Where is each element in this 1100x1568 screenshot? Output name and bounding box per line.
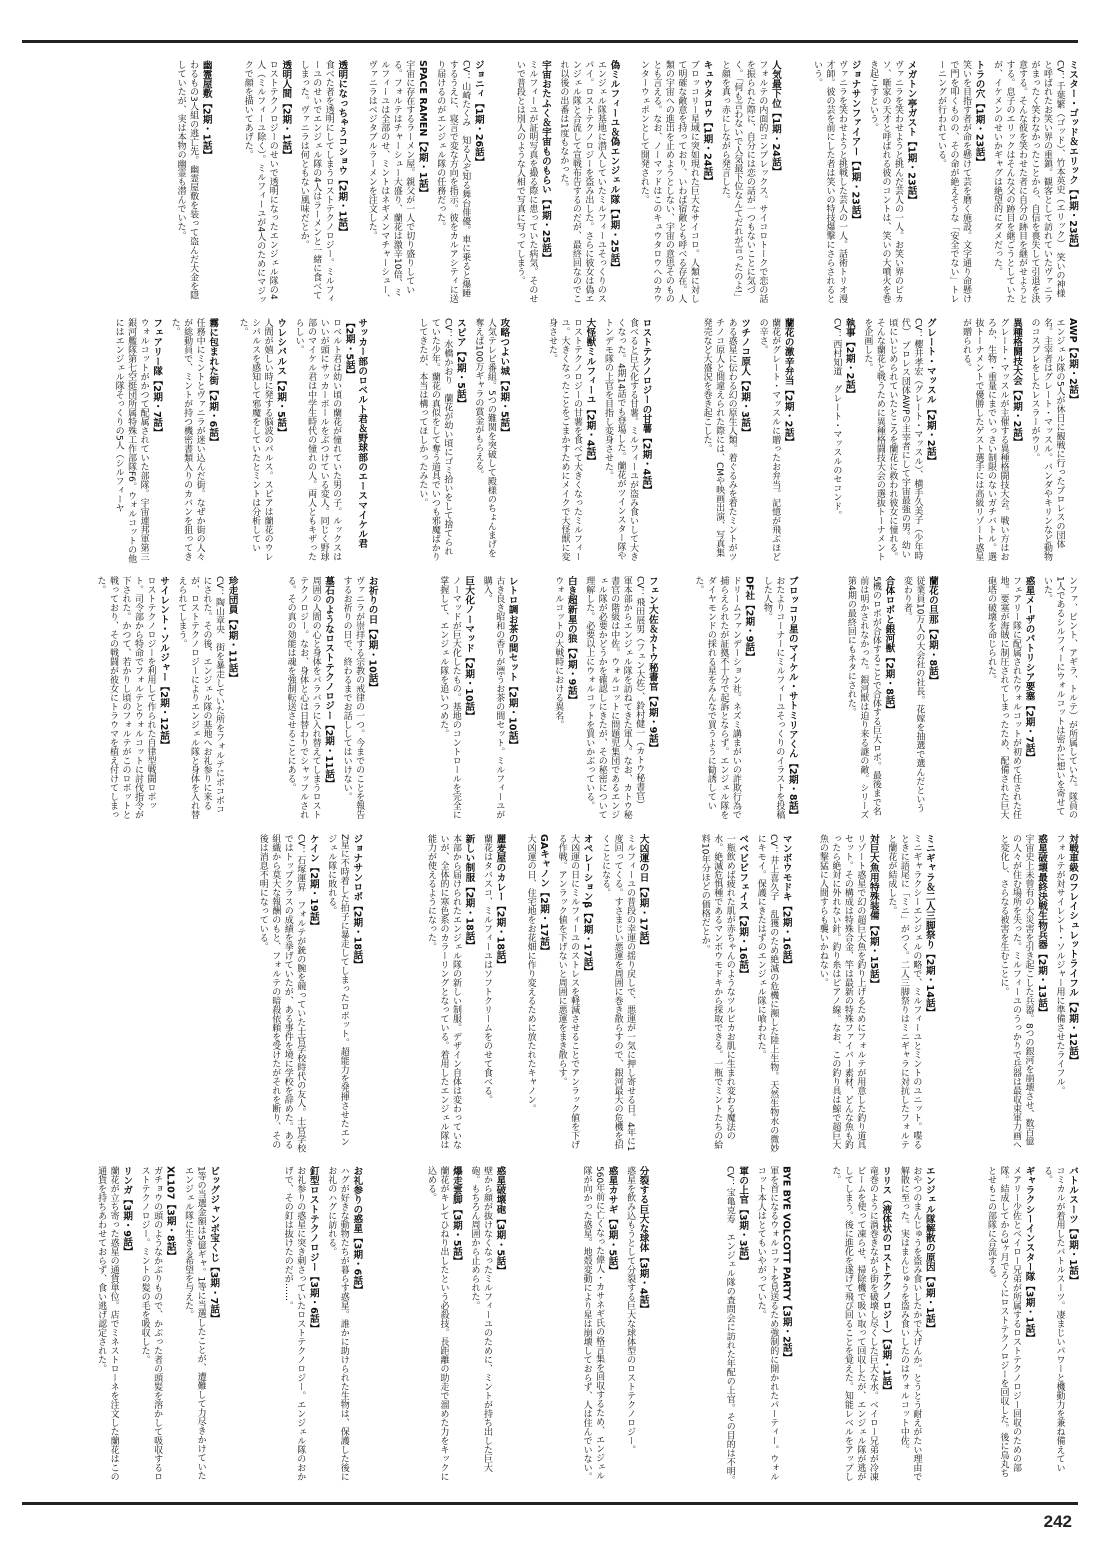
entry-body: 任務中にミントとヴァニラが迷い込んだ街。なぜか街の人々が総動員で、ミントが持つ機密書類入りのカバンを狙ってきた。 (169, 318, 205, 561)
entry-heading: ウレシパルス【2期・5話】 (275, 318, 287, 437)
entry-body: 竜巻のように渦巻きながら街を破壊し尽くした巨大な水。ベイロー兄弟が冷凍ビームを使って凍らせ、掃除機で吸い取って回収したが、エンジェル隊が逃がしてしまう。後に進化を遂げて飛び回ることを覚えた。知能レベルをアップした。 (830, 1166, 878, 1481)
entry-body: 軍を首になるウォルコットを見送るため強制的に開かれたパーティー。ウォルコット本人はとてもいやがっていた。 (755, 1166, 779, 1481)
entry-heading: オペレーションβ【2期・17話】 (581, 834, 593, 977)
entry-heading: 合体ロボと銀河獣【2期・8話】 (883, 576, 895, 715)
glossary-entry (557, 60, 620, 305)
entry-body: エンジェル隊の5人が休日に観戦に行ったプロレスの団体名。主宰者はグレート・マッスル。バンダやキリンなど動物のコスプレをしたレスラーがウリ。 (1029, 318, 1065, 561)
glossary-entry (256, 834, 319, 1154)
glossary-entry (284, 576, 334, 821)
entry-heading: キュウタロウ【1期・24話】 (701, 60, 713, 186)
entry-heading: フェアリー隊【2期・7話】 (151, 318, 163, 437)
entry-heading: グレート・マッスル【2期・2話】 (924, 318, 936, 466)
glossary-entry (624, 1166, 649, 1486)
entry-heading: 透明になっちゃうコショウ【2期・1話】 (336, 60, 348, 237)
entry-heading: 釘型ロストテクノロジー【3期・6話】 (307, 1166, 319, 1333)
entry-body: 560年前に亡くなった偉人・カサネギ氏の格言集を回収するため、エンジェル隊が向かった惑星。地殻変動により星は崩壊しておらず、人は住んでいない。 (581, 1166, 605, 1481)
glossary-entry (997, 834, 1047, 1154)
top-rule (22, 40, 1078, 43)
entry-heading: 対戦車級のフレイシュレットライフル【2期・12話】 (1067, 834, 1078, 1066)
entry-heading: 蘭花の旦那【2期・8話】 (926, 576, 938, 686)
entry-body: ミルフィーユが証明写真を撮る際に患っていた病気。そのせいで普段とは別人のような人相で写真に写ってしまう。 (514, 60, 538, 303)
entry-heading: 軍の上官【3期・3話】 (737, 1166, 749, 1266)
entry-body: お礼参りの惑星に突き刺さっていたロストテクノロジー。エンジェル隊のおかげで、その釘は抜けたのだが……。 (282, 1166, 306, 1481)
glossary-entry (637, 60, 712, 305)
entry-heading: 白き超新星の狼【2期・9話】 (565, 576, 577, 705)
entry-heading: ギャラクシーインスター隊【3期・1話】 (1023, 1166, 1035, 1343)
entry-heading: DF社【2期・9話】 (743, 576, 755, 662)
glossary-entry (552, 576, 577, 821)
column (231, 1166, 362, 1486)
entry-heading: 珍走団員【2期・11話】 (226, 576, 238, 683)
column (379, 318, 509, 563)
glossary-entry (601, 318, 651, 563)
tier-4 (88, 834, 1078, 1154)
entry-body: 人間が嬉しい時に発する脳波のパルス。スピアは蘭花のウレシパルスを感知して邪魔をしていたとミントは分析していた。 (237, 318, 273, 561)
entry-body: Z星に不時着した拍子に暴走してしまったロボット。超能力を発揮させたエンジェル隊に敗れる。 (326, 834, 349, 1147)
tier-2 (88, 318, 1078, 563)
entry-heading: 偽ミルフィーユ＆偽エンジェル隊【1期・25話】 (608, 60, 620, 273)
glossary-entry (723, 1166, 748, 1486)
glossary-entry (861, 318, 936, 563)
tier-3 (88, 576, 1078, 821)
entry-body: グレート・マッスルが主催する異種格闘技大会。戦い方はおろか、生物・重量にまでいっさい制限のないガチバトル。選抜トーナメントで優勝したゲスト選手には高級リゾート惑星が贈られる。 (961, 318, 1009, 561)
entry-body: ノーマッドが巨大化したもの。基地のコントロールを完全に掌握して、エンジェル隊を追いつめた。 (438, 576, 461, 819)
entry-heading: 巨大化ノーマッド【2期・10話】 (463, 576, 475, 721)
glossary-entry (885, 834, 935, 1154)
entry-body: 笑いを目指す者が命を懸けて芸を磨く施設。文字通り命懸けで門を叩くものの、その命が絶えそうな「安全でない」トレーニングが行われている。 (936, 60, 971, 303)
column (948, 318, 1078, 563)
entry-heading: ブロッコリ星のマイケル・サトミリアくん【2期・8話】 (786, 576, 798, 820)
entry-heading: メガトン亭ガスト【1期・23話】 (905, 60, 917, 205)
entry-heading: 大怪獣ミルフィーユ【2期・4話】 (584, 318, 596, 466)
entry-heading: トラの穴【1期・23話】 (973, 60, 985, 167)
column (950, 576, 1078, 821)
entry-heading: 新しい制服【2期・18話】 (463, 834, 475, 951)
entry-body: フォルテが対サイレント・ソルジャー用に準備させたライフル。 (1054, 834, 1065, 1095)
glossary-entry (175, 576, 238, 821)
entry-heading: 攻略つよい城【2期・5話】 (498, 318, 510, 437)
entry-body: 周囲の人間の心と身体をバラバラに入れ替えてしまうロストテクノロジー。なお、身体と心は日替わりでシャッフルされる。その真の効能は魂を強制転送させることにある。 (285, 576, 321, 819)
page-number: 242 (1043, 1512, 1072, 1531)
glossary-entry (897, 1166, 935, 1486)
glossary-entry (830, 318, 855, 563)
glossary-entry (174, 60, 212, 305)
entry-heading: リンガ【3期・9話】 (121, 1166, 133, 1257)
glossary-entry (480, 834, 505, 1154)
entry-body: 宇宙に存在するラーメン屋。親父が一人で切り盛りしている。フォルテはチャーシュー大盛り、蘭花は激辛10倍、ミルフィーユは全部のせ、ミントはネギメンマチャーシュー、ヴァニラはベジタブルラーメンを注文した。 (366, 60, 415, 303)
glossary-entry (816, 834, 879, 1154)
column (250, 576, 378, 821)
entry-heading: エンジェル隊解散の原因【3期・1話】 (923, 1166, 935, 1333)
entry-body: CV：千葉繁（ゴッド）、竹本英史（エリック） 笑いの神様と呼ばれたお笑い界の重鎮。観客として訪れていたヴァニラがまったく笑わなかったことから、自信を喪失して引退を決意する。そんな彼を笑わせた者に自分の跡目を継がせようとする。息子のエリックはそんな父の跡目を継ごうとしていたが、イケメンのせいかギャグは絶望的にダメだった。 (992, 60, 1065, 303)
entry-body: リゾート惑星で幻の超巨大魚を釣り上げるためにフォルテが用意した釣り道具セット。その構成は特殊合金、竿は最新の特殊ファイバー素材、どんな魚も釣ったら絶対に外れない針。釣り糸はピアノ線。なお、この釣り具は鯨で超巨大魚の撃猛に人間すらも襲いかねない。 (817, 834, 866, 1149)
glossary-entry (480, 576, 518, 821)
glossary-entry (138, 1166, 176, 1486)
glossary-entry (325, 1166, 363, 1486)
glossary-entry (754, 834, 792, 1154)
entry-heading: レトロ調お茶の間セット【2期・10話】 (506, 576, 518, 750)
entry-heading: ジョナサンロボ【2期・18話】 (351, 834, 363, 970)
glossary-entry (991, 60, 1079, 305)
glossary-entry (434, 60, 484, 305)
entry-body: 1等の当選金額は5億ギャ。1等に当選したことが、遭難して力尽きかけていたエンジェル隊に生きる希望を与えた。 (183, 1166, 206, 1481)
entry-body: 5機のロボが合体することで合体する巨大ロボ。最後まで名前は明かされなかった。銀河獣は迫り来る謎の敵。シリーズ第4期の最終回にもネタにされた。 (845, 576, 881, 819)
glossary-entry (700, 318, 750, 563)
column (947, 1166, 1078, 1486)
glossary-entry (1041, 1166, 1079, 1486)
entry-heading: マンボウモドキ【2期・16話】 (780, 834, 792, 970)
entry-body: ブロッコリー星域に突如現れた巨大なサイコロ。人類に対して明確な敵意を持っており、いわば宿敵とも呼べる存在。人類の宇宙への進出を止めようとしない、宇宙の意思そのものとも言える。なお、ノーマッドはこのキュウタロウへのカウンターウェポンとして開発された。 (638, 60, 699, 303)
column (670, 576, 798, 821)
column (88, 318, 218, 563)
glossary-entry (340, 576, 378, 821)
entry-heading: リリス（液体状のロストテクノロジー）【3期・1話】 (880, 1166, 892, 1396)
column (224, 60, 348, 305)
column (804, 834, 935, 1154)
entry-body: CV：陶山章央 街を暴走していた所をフォルテにボコボコにされた。その後、エンジェル隊の基地へお礼参りに来るが、ロストテクノロジーによりエンジェル隊と身体を入れ替えられてしまう。 (176, 576, 225, 819)
entry-body: 蘭花はタバスコ、ミルフィーユはソフトクリームをのせて食べる。 (481, 834, 492, 1104)
entry-heading: 惑星メーザのパトリシア要塞【2期・7話】 (1023, 576, 1035, 763)
glossary-entry (524, 834, 549, 1154)
tier-1 (88, 60, 1078, 305)
entry-body: 人気テレビ番組。5つの難関を突破して殿様のちょんまげを奪えば100万ギャラの賞金がもらえる。 (473, 318, 496, 558)
entry-body: 大凶運の日、住宅地をお花畑に作り変えるために放たれたキャノン。 (525, 834, 536, 1113)
entry-heading: 惑星破壊砲【3期・5話】 (494, 1166, 506, 1276)
entry-body: 食べた者を透明にしてしまうロストテクノロジー。ミルフィーユのせいでエンジェル隊の4人はラーメンと一緒に食べてしまった。ヴァニラは何ともない風味だとか。 (298, 60, 334, 303)
entry-body: ウォルコットの大戦時における異名。 (553, 576, 564, 729)
entry-body: CV：西村知道 グレート・マッスルのセコンド。 (831, 318, 842, 520)
entry-heading: ミニギャラ＆二人三脚祭り【2期・14話】 (923, 834, 935, 1018)
glossary-entry (236, 318, 286, 563)
column (804, 1166, 935, 1486)
glossary-entry (365, 60, 428, 305)
glossary-entry (1053, 834, 1078, 1154)
entry-body: 一瓶飲めば疲れた肌が赤ちゃんのようなツルピカお肌に生まれ変わる魔法の水。絶滅危惧種であるマンボウモドキから採取できる。一瓶でミントたちの給料10年分ほどの価格だとか。 (699, 834, 735, 1149)
entry-heading: 爆走雲脚【3期・5話】 (450, 1166, 462, 1266)
column (496, 60, 620, 305)
glossary-entry (583, 576, 658, 821)
entry-heading: 大凶運の日【2期・17話】 (637, 834, 649, 951)
glossary-entry (829, 1166, 892, 1486)
glossary-entry (935, 60, 985, 305)
entry-body: ガチョウの頭のようなかぶりもので、かぶった者の頭髪を溶かして吸収するロストテクノロジー。ミントの髪の毛を吸収した。 (139, 1166, 163, 1481)
glossary-entry (94, 576, 169, 821)
glossary-entry (960, 318, 1023, 563)
column (793, 60, 917, 305)
entry-body: 従業員10万人の大会社の社長。花嫁を抽選で選んだという変わり者。 (901, 576, 925, 813)
glossary-entry (472, 318, 510, 563)
glossary-entry (545, 318, 595, 563)
entry-body: ハグが好きな動物たちが暮らす惑星。誰かに助けられた生物は、保護した後にお礼のハグに訪れる。 (326, 1166, 349, 1481)
entry-body: 食べると巨大化する甘薯。ミルフィーユが盗み食いして大きくなった。4期14話でも登場した。蘭花がツインスター隊やトンデモ隊の上官を目指し変身させた。 (602, 318, 638, 561)
entry-heading: 異種格闘技大会【2期・2話】 (1011, 318, 1022, 447)
entry-body: ロベルト君は幼い頃の蘭花が憧れていた男の子。ルックスはいいが頭にサッカーボールをぶつけている変人。同じく野球部のマイケル君は中学生時代の憧れの人。両人ともキザったらしい。 (293, 318, 342, 561)
entry-heading: 霧に包まれた街【2期・6話】 (207, 318, 219, 447)
column (810, 576, 938, 821)
entry-heading: 惑星カサギ【3期・5話】 (606, 1166, 618, 1276)
glossary-entry (867, 60, 917, 305)
entry-heading: サイレント・ソルジャー【2期・12話】 (158, 576, 170, 750)
entry-heading: サッカー部のロベルト君＆野球部のエースマイケル君【2期・5話】 (343, 318, 368, 549)
entry-body: 蘭花がグレート・マッスルに贈ったお弁当。記憶が飛ぶほどの辛さ。 (757, 318, 781, 561)
glossary-entry (416, 318, 466, 563)
entry-heading: BYE BYE VOLCOTT PARTY【3期・2話】 (780, 1166, 792, 1362)
entry-body: 蘭花が立ち寄った惑星の通貨単位。店でミネストローネを注文した蘭花はこの通貨を持ちあわせておらず、食い逃げ認定された。 (96, 1166, 119, 1481)
entry-body: ミルフィーユの普段の幸運の揺り戻しで、悪運が一気に押し寄せる日。4年に1度回ってくる。すさまじい悪運を周囲に巻き散らすので、銀河最大の危機を招くことになる。 (600, 834, 636, 1152)
entry-heading: 蘭花の激辛弁当【2期・2話】 (782, 318, 794, 447)
entry-body: ヴァニラを笑わせようと挑んだ芸人の一人。お笑い界のピカソ、噺家の天才と呼ばれる彼のコントは、笑いの大噴火を巻き起こすという。 (868, 60, 903, 303)
entry-heading: 幽霊屋敷【2期・1話】 (200, 60, 212, 160)
column (88, 834, 219, 1154)
entry-body: ミニギャラクシーエンジェルの略で、ミルフィーユとミントのユニット。喋るときに語尾に「ミニ」がつく。二人三脚祭りはミニギャラに対抗したフォルテと蘭花が結成した。 (886, 834, 922, 1149)
column (661, 834, 792, 1154)
glossary-entry (437, 576, 475, 821)
entry-body: ロストテクノロジーの甘薯を食べて大きくなったミルフィーユ。大きくなったことをごまかすためにメイクで大怪獣に変身させた。 (546, 318, 582, 561)
glossary-entry (112, 318, 162, 563)
column (88, 60, 212, 305)
entry-body: 大凶運の日にミルフィーユのストレスを軽減させることでアンラック値を下げる作戦。アンラック値を下げないと周囲に悪運をまき散らす。 (556, 834, 580, 1149)
column (390, 576, 518, 821)
column (806, 318, 936, 563)
glossary-entry (844, 576, 894, 821)
entry-body: 本部から届けられたエンジェル隊の新しい制服。デザイン自体は変わっていないが、全体的に寒色系のカラーリングとなっている。着用したエンジェル隊は能力が使えるようになった。 (425, 834, 461, 1149)
column (521, 318, 651, 563)
entry-body: CV：櫻井孝宏（グレート・マッスル）、横手久美子（少年時代） プロレス団体AWPの主宰者にして宇宙最強の男。幼い頃にいじめられていたところを蘭花に救われ彼女に憧れる。そんな蘭花と戦うために異種格闘技大会の選抜トーナメントを企画した。 (862, 318, 923, 561)
glossary-entry (754, 1166, 792, 1486)
entry-body: ヴァニラを笑わせようと挑戦した芸人の一人。話術トリオ漫才師。彼の芸を前にした者は笑いの特技爆撃にさらされるという。 (812, 60, 847, 303)
glossary-entry (692, 576, 755, 821)
glossary-entry (281, 1166, 319, 1486)
entry-body: CV：水橋かおり 蘭花が幼い頃にゴミ拾いをして捨てられていた少年。蘭花の真似をして奪う道具でいつも邪魔ばかりしてきたが、本当は構ってほしかったみたい。 (417, 318, 453, 561)
bottom-rule (22, 1502, 1078, 1505)
entry-body: おやつのまんじゅうを盗み食いしたかで大げんか。とうとう耐えがたい理由で解散に至った。実はまんじゅうを盗み食いしたのはウォルコット中佐。 (898, 1166, 922, 1481)
glossary-entry (1041, 576, 1079, 821)
entry-heading: ケイン【2期・19話】 (307, 834, 319, 931)
entry-body: 宇宙史上未曾有の大災害を引き起こした兵器。8つの銀河を崩壊させ、数百億の人々が住む場所を失った。ミルフィーユのうっかりで兵器は最収束軍力画へと変化し、さらなる被害を生むことに。 (998, 834, 1034, 1149)
entry-heading: スピア【2期・5話】 (454, 318, 466, 409)
entry-heading: 宇宙おたふく＆宇宙ものもらい【1期・25話】 (539, 60, 551, 263)
entry-heading: ベベビビフェイス【2期・16話】 (737, 834, 749, 979)
glossary-entry (811, 60, 861, 305)
column (631, 60, 781, 305)
entry-body: 蘭花がキレてひねり出したという必殺技。長距離の助走で溜めた力をキックに込める。 (425, 1166, 449, 1481)
glossary-entry (760, 576, 798, 821)
entry-body: おたよりコーナーにミルフィーユそっくりのイラストを投稿した人物。 (761, 576, 785, 819)
column (374, 1166, 505, 1486)
glossary-entry (168, 318, 218, 563)
entry-heading: ミスター・ゴッド＆エリック【1期・23話】 (1067, 60, 1078, 253)
entry-body: ある惑星に伝わる幻の原生人類。着ぐるみを着たミントがツチノコ原人と間違えられた際には、CMや映画出演、写真集発売など大盛況を巻き起こした。 (701, 318, 737, 561)
entry-heading: お祈りの日【2期・10話】 (366, 576, 378, 693)
column (231, 834, 362, 1154)
entry-body: コミカルが着用したバトルスーツ。凄まじいパワーと機動力を兼ね備えている。 (1042, 1166, 1065, 1472)
entry-body: 壁から顔が抜けなくなったミルフィーユのために、ミントが持ち出した巨大砲。もちろん周囲から止められた。 (469, 1166, 492, 1472)
entry-heading: GAキャノン【2期・17話】 (538, 834, 550, 956)
glossary-entry (292, 318, 367, 563)
column (663, 318, 793, 563)
entry-heading: フェン大佐＆カトウ秘書官【2期・9話】 (646, 576, 658, 753)
entry-heading: お礼参りの惑星【3期・6話】 (351, 1166, 363, 1295)
entry-heading: ジョナサンファイアー【1期・23話】 (849, 60, 861, 225)
entry-heading: 対巨大魚用特殊装備【2期・15話】 (867, 834, 879, 989)
entry-body: ウォルコットがかつて配属されていた部隊。宇宙連邦軍第三銀河艦隊第七空挺団所属特殊工作部隊F6。ウォルコットの他にはエンジェル隊そっくりの5人（シルフィーヤ (113, 318, 149, 563)
entry-body: CV：石塚運昇 フォルテが銃の腕を競っていた士官学校時代の友人。士官学校ではトップクラスの成績を挙げていたが、ある事件を境に学校を辞めた。ある組織から莫大な報酬のもと、フォルテの暗殺依頼を受けたがそれを断り、その後は消息不明になっている。 (257, 834, 306, 1153)
glossary-entry (555, 834, 593, 1154)
entry-body: ロストテクノロジーを利用して作られた自律型戦闘ロボット。司令部から特命でフォルテとウォルコットに討伐指令が下された。かつて、若かりし頃のフォルテがこのロボットと戦っており、その戦闘が彼女にトラウマを植え付けてしまった。 (95, 576, 156, 819)
entry-heading: 透明人間【2期・1話】 (280, 60, 292, 160)
entry-body: 古き良き昭和の香りが漂うお茶の間セット。ミルフィーユが購入。 (481, 576, 505, 819)
entry-heading: SPACE RAMEN【2期・1話】 (416, 60, 428, 198)
entry-body: CV：宝亀克寿 エンジェル隊の査問会に訪れた年配の上官。その目的は不明。 (724, 1166, 735, 1485)
column (929, 60, 1079, 305)
column (517, 1166, 648, 1486)
entry-heading: ツチノコ原人【2期・3話】 (739, 318, 751, 437)
entry-body: 惑星を飲み込もうとして分裂する巨大な球体型のロストテクノロジー。 (625, 1166, 636, 1454)
entry-body: ンファ、ピント、アギラ、トルテ）が所属していた。隊員の1人であるシルフィーにウォルコットは密かに想いを寄せていた。 (1042, 576, 1077, 819)
entry-body: CV：飛田展男（フェン大佐）、鈴村健一（カトウ秘書官） 軍本部からエンジェル隊を訪ねてきた軍人。なお、カトウ秘書官の階級は中佐。ウォルコットに問題児集団であるエンジェル隊が必要かどうかを確認しにきたが、その秘密について理解した。必要以上にウォルコットを買いかぶっている。 (584, 576, 645, 819)
glossary-entry (424, 1166, 462, 1486)
glossary-entry (1028, 318, 1078, 563)
entry-body: フォルテの内面的コンプレックス。サイコロトークで恋の話を振られた際に、自分には恋の話が一つもないことに気づく。「何も言わないで人気最下位なんてだれが言ったのよ!」と顔を真っ赤にしながら発言した。 (719, 60, 768, 303)
glossary-entry (513, 60, 551, 305)
entry-heading: 惑星破壊最終決戦生物兵器【2期・13話】 (1036, 834, 1047, 1018)
entry-body: ロストテクノロジーのせいで透明になったエンジェル隊の4人（ミルフィーユ除く）。ミルフィーユが4人のためにマジックで顔を描いてあげた。 (242, 60, 278, 305)
column (230, 318, 367, 563)
entry-body: フェアリー隊に配属されたウォルコットが初めて任された任地。要塞が海賊に制圧されてしまったため、配備された巨大砲塔の破壊を命じられた。 (986, 576, 1021, 819)
entry-body: ヴァニラが崇拝する宗教の戒律の一つ。今までのことを報告するお祈りの日で、終わるまでお話ししてはいけない。 (341, 576, 365, 819)
column (947, 834, 1078, 1154)
column (530, 576, 658, 821)
entry-heading: AWP【2期・2話】 (1067, 318, 1078, 404)
column (661, 1166, 792, 1486)
tier-5 (88, 1166, 1078, 1486)
entry-heading: 麗麦屋のカレー【2期・18話】 (494, 834, 506, 970)
glossary-entry (900, 576, 938, 821)
entry-heading: 人気最下位【1期・24話】 (769, 60, 781, 177)
glossary-entry (468, 1166, 506, 1486)
entry-heading: 執事【2期・2話】 (843, 318, 855, 399)
entry-heading: 墓石のようなロストテクノロジー【2期・11話】 (323, 576, 335, 789)
entry-heading: バトルスーツ【3期・1話】 (1067, 1166, 1078, 1285)
glossary-entry (718, 60, 781, 305)
glossary-entry (599, 834, 649, 1154)
glossary-entry (182, 1166, 220, 1486)
entry-heading: XL107【3期・8話】 (164, 1166, 176, 1261)
entry-heading: 分裂する巨大な球体【3期・4話】 (637, 1166, 649, 1314)
column (517, 834, 648, 1154)
column (88, 1166, 219, 1486)
entry-body: メアリー少佐とベイロー兄弟が所属するロストテクノロジー回収のための部隊。結成してから3ヶ月でろくにロストテクノロジーを回収した。後に鳥丸ちとせもこの部隊に合流する。 (986, 1166, 1021, 1478)
column (359, 60, 484, 305)
glossary-entry (297, 60, 347, 305)
glossary-entry (985, 1166, 1035, 1486)
glossary-entry (756, 318, 794, 563)
glossary-entry (95, 1166, 133, 1486)
column (374, 834, 505, 1154)
entry-heading: ジョニィ【1期・26話】 (472, 60, 484, 167)
glossary-entry (424, 834, 474, 1154)
entry-heading: ビッグジャンボ宝くじ【3期・7話】 (208, 1166, 220, 1324)
entry-body: ドリームファンデーション社。ネズミ講まがいの詐欺行為で捕らえられたが証拠不十分で起訴とならず。エンジェル隊をダイヤモンドの採れる星をみんなで買うように勧誘していた。 (693, 576, 741, 819)
glossary-entry (985, 576, 1035, 821)
entry-body: エンジェル隊基地に潜入していたミルフィーユそっくりのスパイ。ロストテクノロジーを盗み出した。さらに彼女は偽エンジェル隊と合流して宣戦布告するのだが、最終回なのでこれ以後の出番は1度もなかった。 (558, 60, 606, 303)
glossary-entry (698, 834, 748, 1154)
entry-body: わるもの3人組の逃亡先。幽霊屋敷を装って盗んだ大金を隠していたが、実は本物の幽霊も潜んでいた。 (175, 60, 199, 300)
entry-body: CV：井上喜久子 乱獲のため絶滅の危機に瀕した陸上生物。天然生物水の微妙にキモイ。保護にきたはずのエンジェル隊に喰われた。 (755, 834, 779, 1153)
entry-body: CV：山崎たくみ 知る人ぞ知る舞台俳優。車に乗ると爆睡するうえに、寝言で変な方向を指示。彼をカルアシティに送り届けるのがエンジェル隊の任務だった。 (435, 60, 471, 303)
column (88, 576, 238, 821)
entry-heading: ロストテクノロジーの甘薯【2期・4話】 (640, 318, 652, 495)
glossary-entry (241, 60, 291, 305)
glossary-entry (580, 1166, 618, 1486)
glossary-entry (325, 834, 363, 1154)
